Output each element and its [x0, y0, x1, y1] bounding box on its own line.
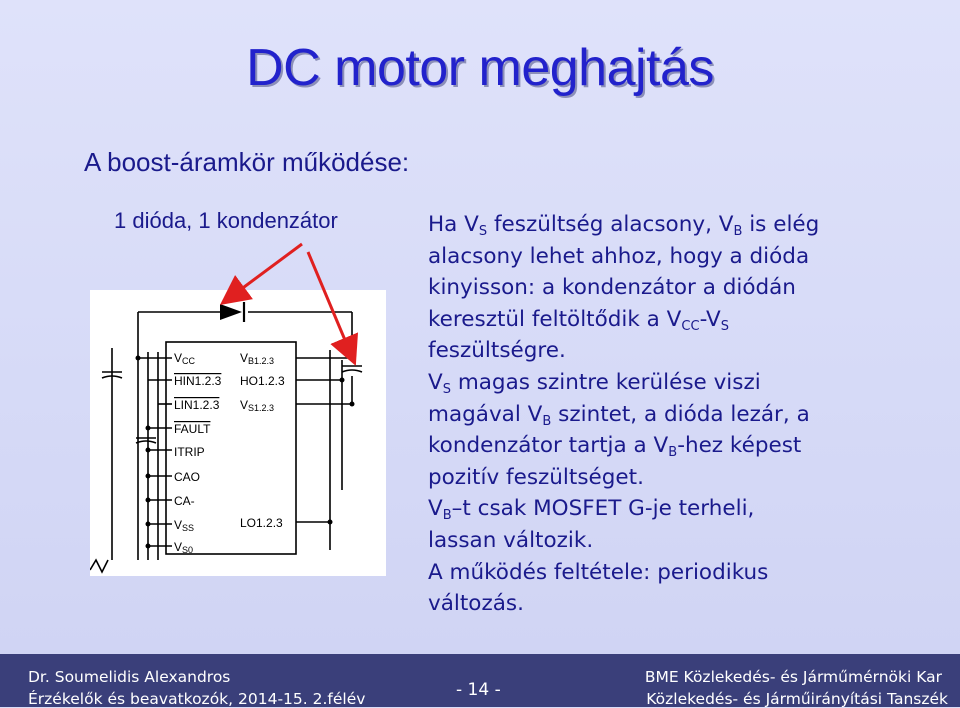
pin-label-lin: LIN1.2.3 [174, 398, 220, 412]
pin-label-hin: HIN1.2.3 [174, 374, 222, 388]
text-line: pozitív feszültséget. [428, 464, 644, 490]
pin-label-vcc: VCC [174, 351, 196, 366]
text-line: Ha $V_S$ feszültség alacsony, $V_B$ is elég [428, 212, 820, 239]
footer-course: Érzékelők és beavatkozók, 2014-15. 2.félév [28, 690, 366, 708]
pin-label-ho: HO1.2.3 [240, 374, 285, 388]
junction-dot [136, 356, 141, 361]
footer-department: Közlekedés- és Járműirányítási Tanszék [646, 690, 948, 708]
junction-dot [146, 426, 151, 431]
text-line: alacsony lehet ahhoz, hogy a dióda [428, 243, 810, 269]
circuit-schematic [90, 290, 386, 576]
text-line: kinyisson: a kondenzátor a diódán [428, 275, 796, 301]
footer-bar [0, 654, 960, 707]
pin-label-cao: CAO [174, 470, 201, 484]
junction-dot [146, 474, 151, 479]
junction-dot [328, 520, 333, 525]
text-line: A működés feltétele: periodikus [428, 559, 769, 585]
text-line: magával $V_B$ szintet, a dióda lezár, a [428, 401, 810, 429]
text-line: lassan változik. [428, 527, 594, 553]
pin-label-vss: VSS [174, 518, 195, 533]
text-line: kondenzátor tartja a $V_B$-hez képest [428, 433, 802, 461]
footer-author: Dr. Soumelidis Alexandros [28, 668, 231, 686]
explanation-text [428, 209, 948, 620]
text-line: $V_B-t$ csak MOSFET G-je terheli, [428, 496, 755, 524]
junction-dot [340, 378, 345, 383]
pin-label-vb: VB1.2.3 [240, 351, 275, 366]
pin-label-fault: FAULT [174, 422, 211, 436]
text-line: keresztül feltöltődik a $V_{CC}-V_S$ [428, 306, 730, 334]
junction-dot [146, 448, 151, 453]
junction-dot [350, 402, 355, 407]
junction-dot [146, 498, 151, 503]
arrow-to-diode [232, 244, 302, 296]
junction-dot [146, 522, 151, 527]
pin-label-vs0: VS0 [174, 540, 194, 555]
slide-subtitle: A boost-áramkör működése: [84, 147, 410, 177]
slide-title: DC motor meghajtás [246, 39, 714, 97]
diagram-caption: 1 dióda, 1 kondenzátor [114, 208, 338, 233]
pin-label-vs: VS1.2.3 [240, 398, 275, 413]
junction-dot [350, 356, 355, 361]
pin-label-ca-minus: CA- [174, 494, 195, 508]
text-line: feszültségre. [428, 338, 566, 364]
text-line: $V_S$ magas szintre kerülése viszi [428, 369, 761, 397]
junction-dot [146, 544, 151, 549]
pin-label-lo: LO1.2.3 [240, 516, 283, 530]
footer-faculty: BME Közlekedés- és Járműmérnöki Kar [644, 668, 942, 686]
page-number: - 14 - [456, 680, 501, 700]
text-line: változás. [428, 591, 524, 617]
pin-label-itrip: ITRIP [174, 445, 205, 459]
